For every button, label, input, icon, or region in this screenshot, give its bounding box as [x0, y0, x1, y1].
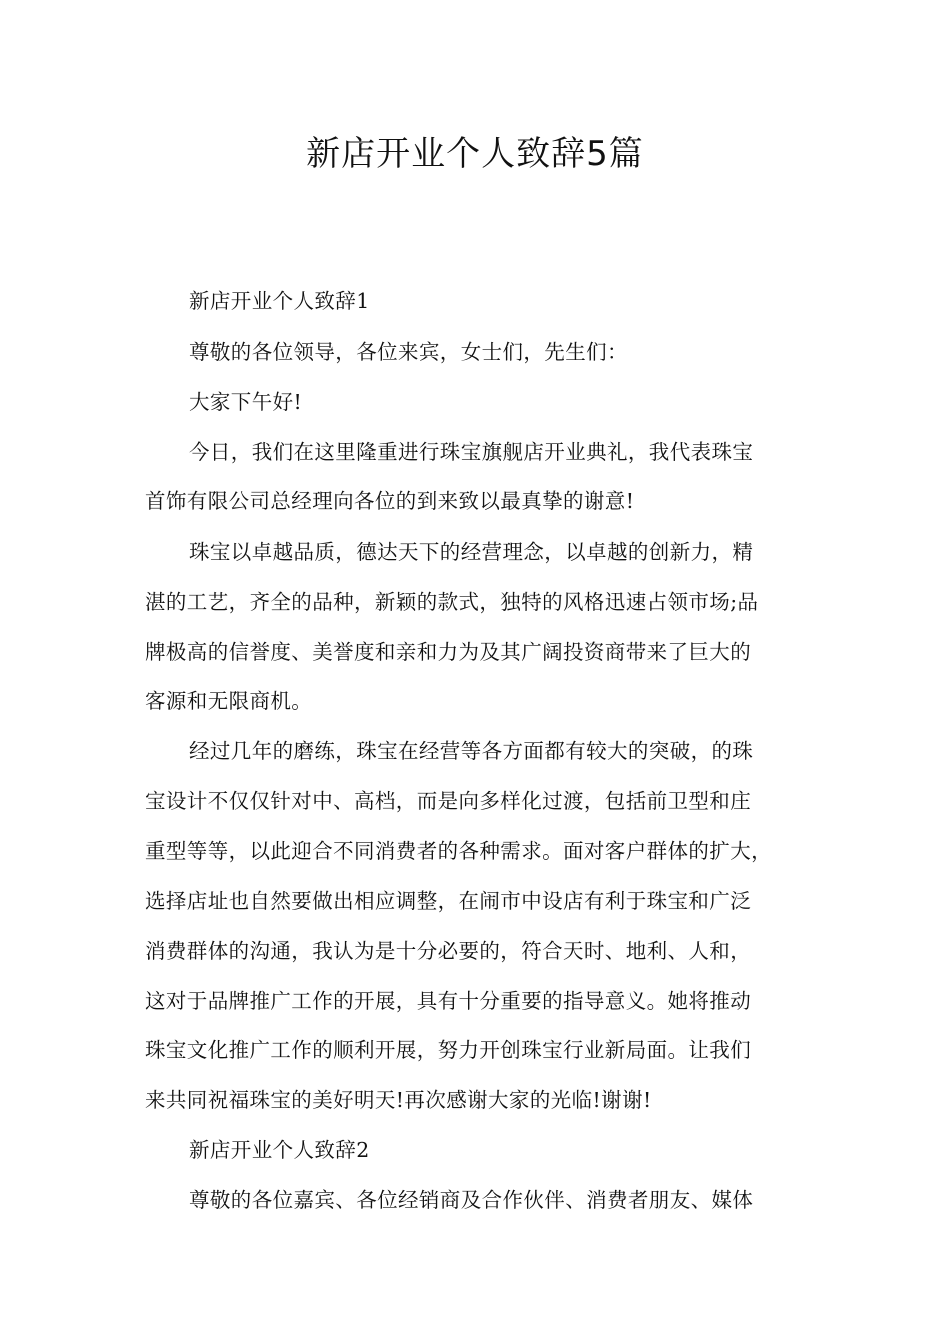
paragraph-line: 消费群体的沟通，我认为是十分必要的，符合天时、地利、人和， — [145, 939, 752, 963]
paragraph-line: 重型等等，以此迎合不同消费者的各种需求。面对客户群体的扩大， — [145, 839, 772, 863]
paragraph-line: 经过几年的磨练，珠宝在经营等各方面都有较大的突破，的珠 — [189, 739, 754, 763]
paragraph-line: 珠宝文化推广工作的顺利开展，努力开创珠宝行业新局面。让我们 — [145, 1038, 752, 1062]
paragraph-line: 这对于品牌推广工作的开展，具有十分重要的指导意义。她将推动 — [145, 989, 752, 1013]
paragraph-line: 客源和无限商机。 — [145, 689, 313, 713]
greeting-line: 大家下午好! — [189, 390, 303, 414]
salutation-line: 尊敬的各位领导，各位来宾，女士们，先生们： — [189, 340, 628, 364]
paragraph-line: 选择店址也自然要做出相应调整，在闹市中设店有利于珠宝和广泛 — [145, 889, 752, 913]
paragraph-line: 湛的工艺，齐全的品种，新颖的款式，独特的风格迅速占领市场;品 — [145, 590, 759, 614]
paragraph-line: 宝设计不仅仅针对中、高档，而是向多样化过渡，包括前卫型和庄 — [145, 789, 752, 813]
paragraph-line: 尊敬的各位嘉宾、各位经销商及合作伙伴、消费者朋友、媒体 — [189, 1188, 754, 1212]
paragraph-line: 首饰有限公司总经理向各位的到来致以最真挚的谢意! — [145, 489, 635, 513]
section-heading-2: 新店开业个人致辞2 — [189, 1138, 370, 1162]
paragraph-line: 今日，我们在这里隆重进行珠宝旗舰店开业典礼，我代表珠宝 — [189, 440, 754, 464]
paragraph-line: 来共同祝福珠宝的美好明天!再次感谢大家的光临!谢谢! — [145, 1088, 652, 1112]
section-heading-1: 新店开业个人致辞1 — [189, 289, 370, 313]
document-title: 新店开业个人致辞5篇 — [306, 134, 644, 174]
paragraph-line: 牌极高的信誉度、美誉度和亲和力为及其广阔投资商带来了巨大的 — [145, 640, 752, 664]
paragraph-line: 珠宝以卓越品质，德达天下的经营理念，以卓越的创新力，精 — [189, 540, 754, 564]
